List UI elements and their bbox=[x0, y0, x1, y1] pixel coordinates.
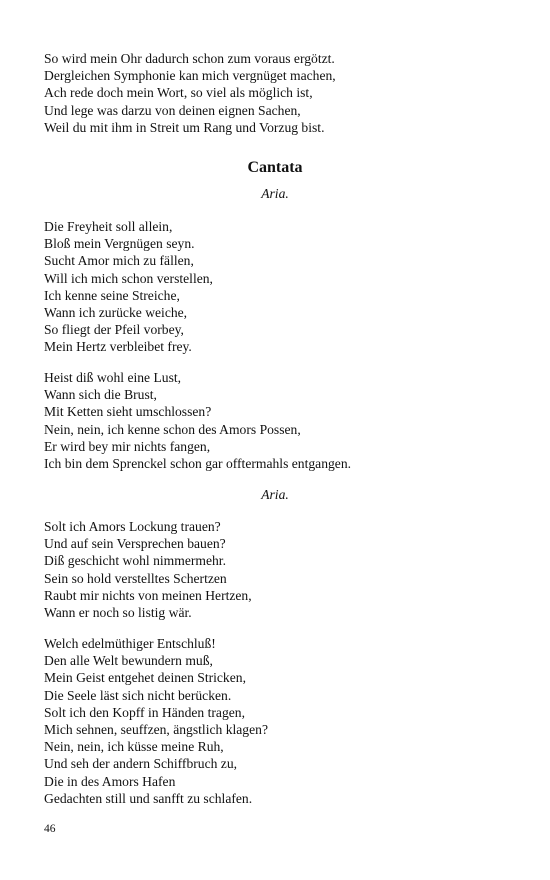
verse-line: Solt ich den Kopff in Händen tragen, bbox=[44, 704, 245, 720]
verse-line: Raubt mir nichts von meinen Hertzen, bbox=[44, 587, 252, 603]
aria-label-1: Aria. bbox=[261, 186, 289, 201]
verse-line: Dergleichen Symphonie kan mich vergnüget machen, bbox=[44, 68, 336, 84]
verse-line: Wann ich zurücke weiche, bbox=[44, 305, 188, 321]
verse-line: Nein, nein, ich küsse meine Ruh, bbox=[44, 739, 224, 755]
verse-line: Sucht Amor mich zu fällen, bbox=[44, 253, 194, 269]
page-number: 46 bbox=[44, 823, 56, 835]
verse-line: Welch edelmüthiger Entschluß! bbox=[44, 636, 216, 651]
verse-line: Er wird bey mir nichts fangen, bbox=[44, 438, 211, 454]
verse-line: Wann er noch so listig wär. bbox=[44, 605, 192, 621]
verse-line: Mit Ketten sieht umschlossen? bbox=[44, 404, 212, 420]
verse-line: Will ich mich schon verstellen, bbox=[44, 270, 213, 286]
aria-label-2: Aria. bbox=[261, 487, 289, 502]
verse-line: Den alle Welt bewundern muß, bbox=[44, 653, 213, 669]
verse-line: Die in des Amors Hafen bbox=[44, 773, 176, 789]
recitative-2 bbox=[44, 635, 514, 807]
verse-line: Wann sich die Brust, bbox=[44, 387, 157, 403]
verse-line: Mein Hertz verbleibet frey. bbox=[44, 339, 192, 355]
cantata-title: Cantata bbox=[247, 159, 303, 176]
aria-1-stanza bbox=[44, 218, 514, 356]
verse-line: So wird mein Ohr dadurch schon zum voraus ergötzt. bbox=[44, 51, 335, 66]
verse-line: Nein, nein, ich kenne schon des Amors Possen, bbox=[44, 421, 301, 437]
verse-line: Gedachten still und sanfft zu schlafen. bbox=[44, 790, 253, 806]
verse-line: Ich bin dem Sprenckel schon gar offtermahls entgangen. bbox=[44, 456, 352, 472]
verse-line: Mein Geist entgehet deinen Stricken, bbox=[44, 670, 246, 686]
verse-line: Und lege was darzu von deinen eignen Sachen, bbox=[44, 102, 301, 118]
verse-line: Weil du mit ihm in Streit um Rang und Vorzug bist. bbox=[44, 119, 325, 135]
verse-line: Diß geschicht wohl nimmermehr. bbox=[44, 553, 226, 569]
verse-line: Und auf sein Versprechen bauen? bbox=[44, 536, 226, 552]
verse-line: Heist diß wohl eine Lust, bbox=[44, 370, 182, 385]
verse-line: Die Freyheit soll allein, bbox=[44, 219, 173, 234]
verse-line: Solt ich Amors Lockung trauen? bbox=[44, 519, 221, 534]
verse-line: Mich sehnen, seuffzen, ängstlich klagen? bbox=[44, 722, 268, 738]
verse-line: Bloß mein Vergnügen seyn. bbox=[44, 236, 195, 252]
verse-line: So fliegt der Pfeil vorbey, bbox=[44, 322, 184, 338]
verse-line: Sein so hold verstelltes Schertzen bbox=[44, 570, 227, 586]
aria-2-stanza bbox=[44, 518, 514, 621]
verse-line: Und seh der andern Schiffbruch zu, bbox=[44, 756, 238, 772]
verse-line: Die Seele läst sich nicht berücken. bbox=[44, 687, 232, 703]
verse-line: Ach rede doch mein Wort, so viel als möglich ist, bbox=[44, 85, 313, 101]
verse-line: Ich kenne seine Streiche, bbox=[44, 287, 180, 303]
opening-stanza bbox=[44, 50, 514, 136]
recitative-1 bbox=[44, 369, 514, 472]
